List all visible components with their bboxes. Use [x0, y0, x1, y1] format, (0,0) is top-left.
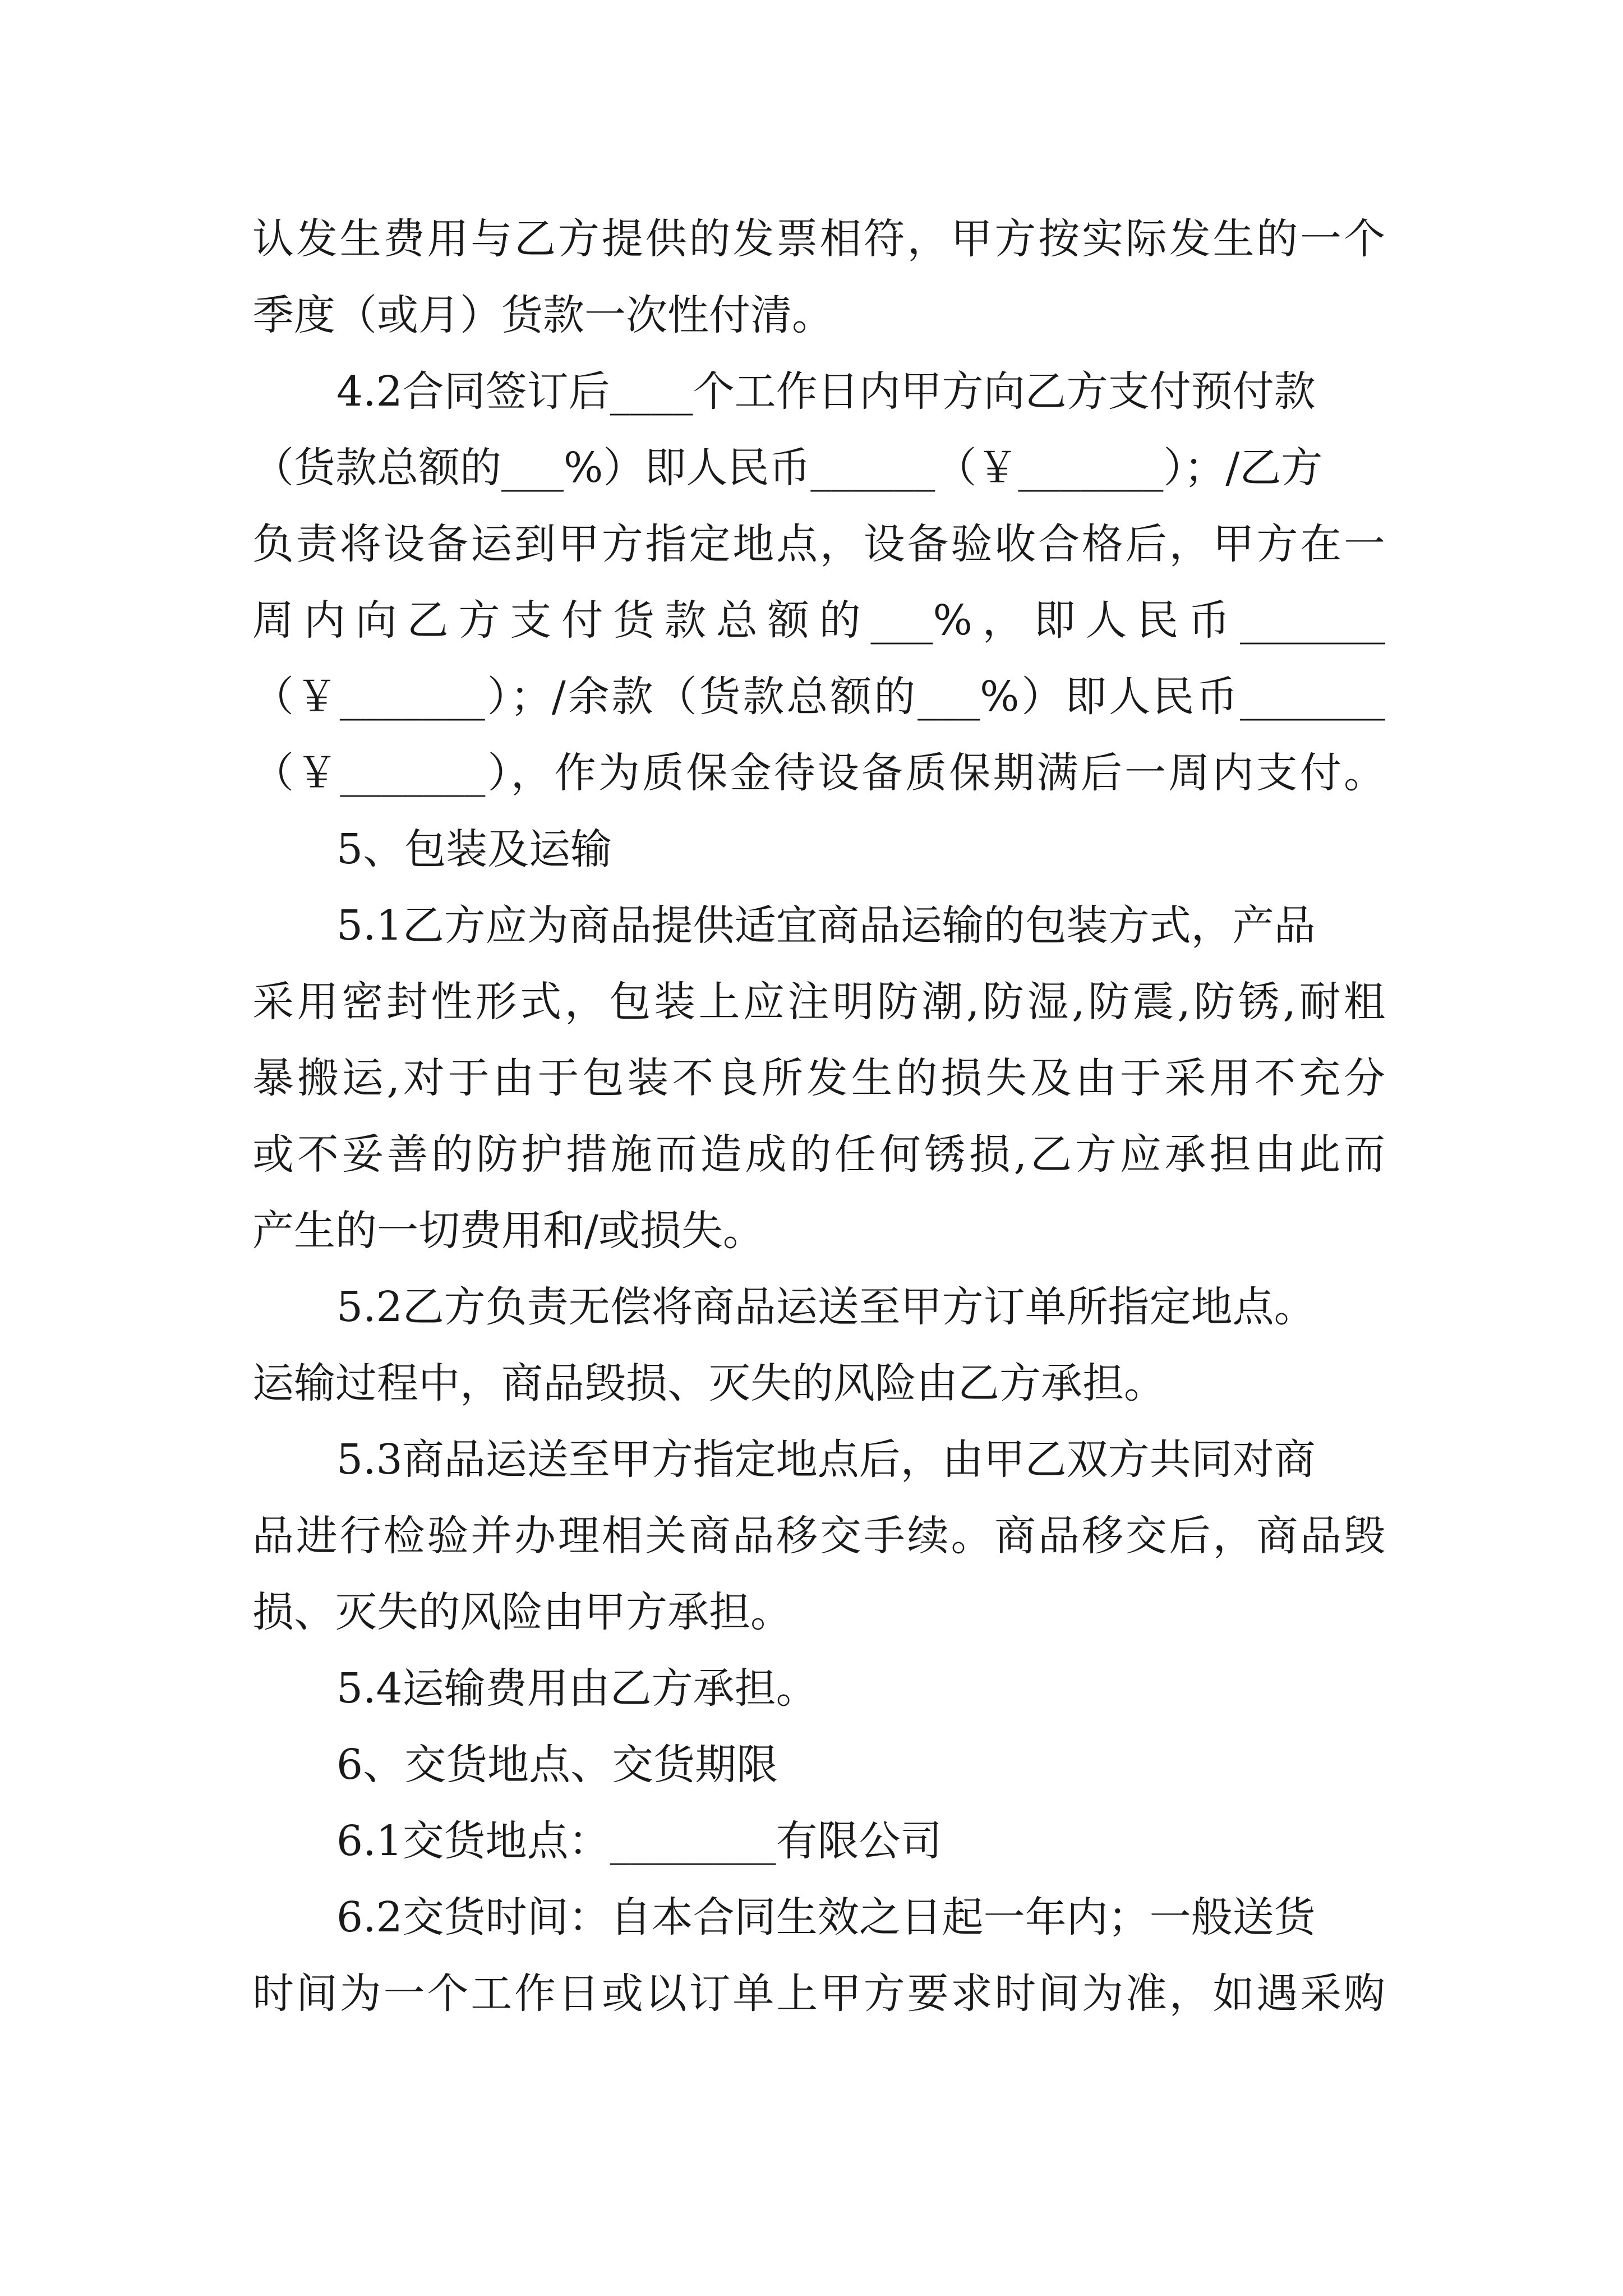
text-line-18: 品进行检验并办理相关商品移交手续。商品移交后，商品毁: [252, 1512, 1385, 1560]
text-line-8: （￥_______），作为质保金待设备质保期满后一周内支付。: [252, 749, 1385, 797]
text-line-1: 认发生费用与乙方提供的发票相符，甲方按实际发生的一个: [252, 215, 1385, 263]
section-heading-6: 6、交货地点、交货期限: [336, 1741, 778, 1789]
section-heading-5: 5、包装及运输: [336, 825, 612, 873]
text-line-19: 损、灭失的风险由甲方承担。: [252, 1588, 792, 1636]
text-line-7: （￥_______）；/余款（货款总额的___%）即人民币_______: [252, 673, 1385, 721]
text-line-11: 采用密封性形式，包装上应注明防潮,防湿,防震,防锈,耐粗: [252, 978, 1385, 1026]
text-line-5: 负责将设备运到甲方指定地点，设备验收合格后，甲方在一: [252, 520, 1385, 568]
text-line-3: 4.2合同签订后____个工作日内甲方向乙方支付预付款: [336, 367, 1316, 416]
text-line-16: 运输过程中，商品毁损、灭失的风险由乙方承担。: [252, 1359, 1165, 1407]
text-line-15: 5.2乙方负责无偿将商品运送至甲方订单所指定地点。: [336, 1283, 1316, 1331]
text-line-6: 周内向乙方支付货款总额的___%，即人民币_______: [252, 596, 1385, 645]
text-line-13: 或不妥善的防护措施而造成的任何锈损,乙方应承担由此而: [252, 1130, 1385, 1179]
text-line-17: 5.3商品运送至甲方指定地点后，由甲乙双方共同对商: [336, 1435, 1316, 1484]
text-line-10: 5.1乙方应为商品提供适宜商品运输的包装方式，产品: [336, 901, 1316, 950]
text-line-23: 6.2交货时间：自本合同生效之日起一年内；一般送货: [336, 1893, 1316, 1941]
text-line-24: 时间为一个工作日或以订单上甲方要求时间为准，如遇采购: [252, 1970, 1385, 2018]
text-line-22: 6.1交货地点：________有限公司: [336, 1817, 942, 1865]
text-line-20: 5.4运输费用由乙方承担。: [336, 1664, 818, 1713]
text-line-12: 暴搬运,对于由于包装不良所发生的损失及由于采用不充分: [252, 1054, 1385, 1102]
text-line-2: 季度（或月）货款一次性付清。: [252, 291, 833, 339]
text-line-4: （货款总额的___%）即人民币______（￥_______）；/乙方: [252, 444, 1323, 492]
text-line-14: 产生的一切费用和/或损失。: [252, 1207, 764, 1255]
